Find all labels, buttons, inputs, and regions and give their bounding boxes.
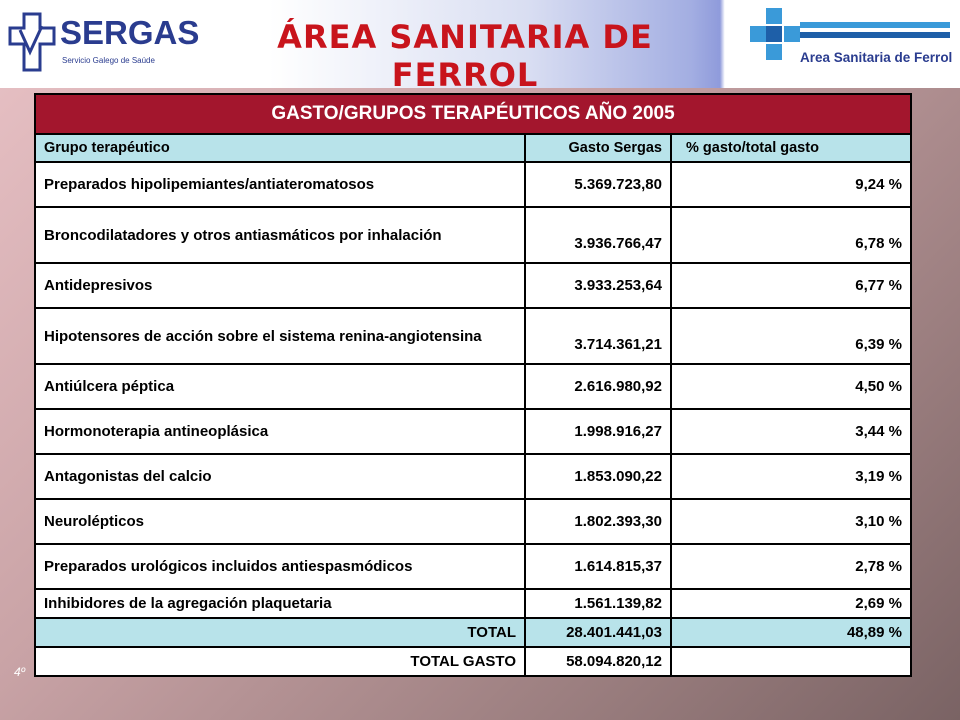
cell-pct: 6,39 % bbox=[671, 308, 911, 364]
table-header-row bbox=[35, 134, 911, 162]
page-header bbox=[0, 0, 960, 94]
table-row bbox=[35, 308, 911, 364]
cell-gasto: 5.369.723,80 bbox=[525, 162, 671, 207]
table-row bbox=[35, 454, 911, 499]
cell-gasto: 1.998.916,27 bbox=[525, 409, 671, 454]
cell-group: Hormonoterapia antineoplásica bbox=[35, 409, 525, 454]
cell-gasto: 1.853.090,22 bbox=[525, 454, 671, 499]
total-gasto-row bbox=[35, 647, 911, 676]
total-gasto: 28.401.441,03 bbox=[525, 618, 671, 647]
cell-pct: 9,24 % bbox=[671, 162, 911, 207]
cell-pct: 3,44 % bbox=[671, 409, 911, 454]
table-title: GASTO/GRUPOS TERAPÉUTICOS AÑO 2005 bbox=[35, 94, 911, 134]
table-title-row bbox=[35, 94, 911, 134]
sergas-logo bbox=[8, 10, 198, 74]
total-gasto-label: TOTAL GASTO bbox=[35, 647, 525, 676]
sergas-logo-subtitle: Servicio Galego de Saúde bbox=[62, 56, 155, 65]
cell-gasto: 2.616.980,92 bbox=[525, 364, 671, 409]
cell-gasto: 1.802.393,30 bbox=[525, 499, 671, 544]
table-row bbox=[35, 499, 911, 544]
table-row bbox=[35, 544, 911, 589]
table-row bbox=[35, 589, 911, 618]
total-pct: 48,89 % bbox=[671, 618, 911, 647]
cell-group: Antiúlcera péptica bbox=[35, 364, 525, 409]
sergas-cross-icon bbox=[8, 12, 56, 72]
table-row bbox=[35, 263, 911, 308]
table-row bbox=[35, 162, 911, 207]
area-logo-text: Area Sanitaria de Ferrol bbox=[800, 50, 953, 65]
sergas-logo-name: SERGAS bbox=[60, 14, 200, 51]
table-row bbox=[35, 364, 911, 409]
column-header-pct: % gasto/total gasto bbox=[671, 134, 911, 162]
gasto-table bbox=[34, 93, 912, 677]
table-row bbox=[35, 409, 911, 454]
cell-gasto: 1.561.139,82 bbox=[525, 589, 671, 618]
cell-group: Neurolépticos bbox=[35, 499, 525, 544]
total-row bbox=[35, 618, 911, 647]
cell-pct: 2,69 % bbox=[671, 589, 911, 618]
cell-pct: 4,50 % bbox=[671, 364, 911, 409]
cell-gasto: 1.614.815,37 bbox=[525, 544, 671, 589]
cell-gasto: 3.933.253,64 bbox=[525, 263, 671, 308]
total-label: TOTAL bbox=[35, 618, 525, 647]
cell-group: Broncodilatadores y otros antiasmáticos por inhalación bbox=[35, 207, 525, 263]
cell-pct: 6,78 % bbox=[671, 207, 911, 263]
cell-pct: 6,77 % bbox=[671, 263, 911, 308]
column-header-gasto: Gasto Sergas bbox=[525, 134, 671, 162]
cell-group: Antidepresivos bbox=[35, 263, 525, 308]
cell-pct: 3,10 % bbox=[671, 499, 911, 544]
slide-number: 4º bbox=[14, 665, 26, 679]
cell-gasto: 3.714.361,21 bbox=[525, 308, 671, 364]
page-title: ÁREA SANITARIA DE FERROL bbox=[277, 18, 653, 94]
cell-group: Hipotensores de acción sobre el sistema renina-angiotensina bbox=[35, 308, 525, 364]
cell-group: Antagonistas del calcio bbox=[35, 454, 525, 499]
area-cross-icon bbox=[748, 6, 800, 76]
total-gasto-empty bbox=[671, 647, 911, 676]
cell-pct: 3,19 % bbox=[671, 454, 911, 499]
cell-group: Inhibidores de la agregación plaquetaria bbox=[35, 589, 525, 618]
area-logo-stripes bbox=[800, 20, 960, 44]
table-row bbox=[35, 207, 911, 263]
column-header-grupo: Grupo terapéutico bbox=[35, 134, 525, 162]
cell-gasto: 3.936.766,47 bbox=[525, 207, 671, 263]
area-sanitaria-logo bbox=[748, 6, 958, 82]
total-gasto-value: 58.094.820,12 bbox=[525, 647, 671, 676]
cell-group: Preparados urológicos incluidos antiespasmódicos bbox=[35, 544, 525, 589]
cell-group: Preparados hipolipemiantes/antiateromatosos bbox=[35, 162, 525, 207]
cell-pct: 2,78 % bbox=[671, 544, 911, 589]
